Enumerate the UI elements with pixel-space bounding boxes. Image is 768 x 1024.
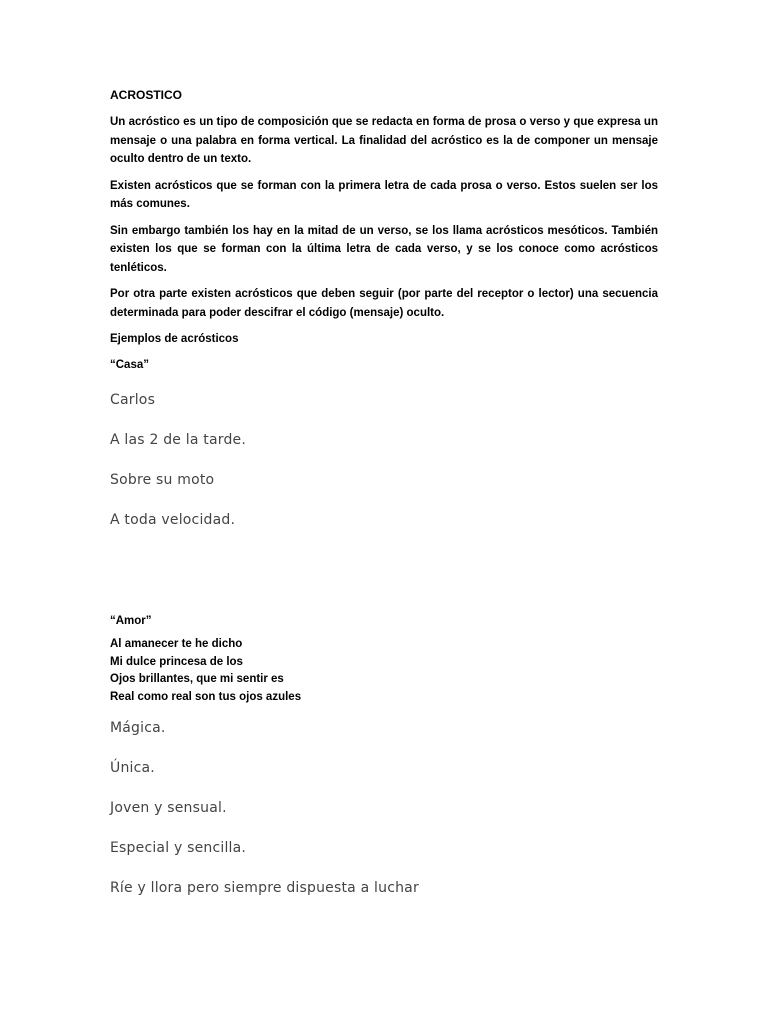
poem-line: Única. (110, 760, 155, 776)
paragraph-sequence: Por otra parte existen acrósticos que deben seguir (por parte del receptor o lector) una secuencia determinada para poder descifrar el código (mensaje) oculto. (110, 288, 658, 319)
poem-line: Mágica. (110, 720, 166, 736)
example-amor-lines (110, 636, 658, 706)
poem-line: Sobre su moto (110, 472, 215, 488)
example-magica-lines (110, 718, 658, 898)
poem-line: Real como real son tus ojos azules (110, 690, 302, 703)
poem-line: Ojos brillantes, que mi sentir es (110, 673, 284, 685)
poem-line: A toda velocidad. (110, 512, 236, 528)
example-amor-title: “Amor” (110, 615, 152, 627)
poem-line: A las 2 de la tarde. (110, 432, 246, 448)
blank-space (110, 550, 658, 612)
paragraph-first-letter: Existen acrósticos que se forman con la primera letra de cada prosa o verso. Estos suelen ser los más comunes. (110, 179, 658, 210)
poem-line: Al amanecer te he dicho (110, 638, 243, 650)
poem-line: Carlos (110, 392, 156, 408)
poem-line: Joven y sensual. (110, 800, 227, 816)
examples-heading: Ejemplos de acrósticos (110, 333, 239, 345)
document-title: ACROSTICO (110, 88, 182, 102)
example-casa-title: “Casa” (110, 359, 149, 371)
paragraph-mesotic: Sin embargo también los hay en la mitad de un verso, se los llama acrósticos mesóticos. También existen los que se forman con la última letra de cada verso, y se los conoce como acrósticos tenléticos. (110, 224, 658, 274)
poem-line: Mi dulce princesa de los (110, 655, 243, 668)
poem-line: Especial y sencilla. (110, 840, 247, 856)
paragraph-definition: Un acróstico es un tipo de composición que se redacta en forma de prosa o verso y que expresa un mensaje o una palabra en forma vertical. La finalidad del acróstico es la de componer un mensaje oculto dentro de un texto. (110, 116, 658, 165)
poem-line: Ríe y llora pero siempre dispuesta a luchar (110, 880, 419, 896)
example-casa-lines (110, 390, 658, 530)
document-body (110, 86, 658, 918)
